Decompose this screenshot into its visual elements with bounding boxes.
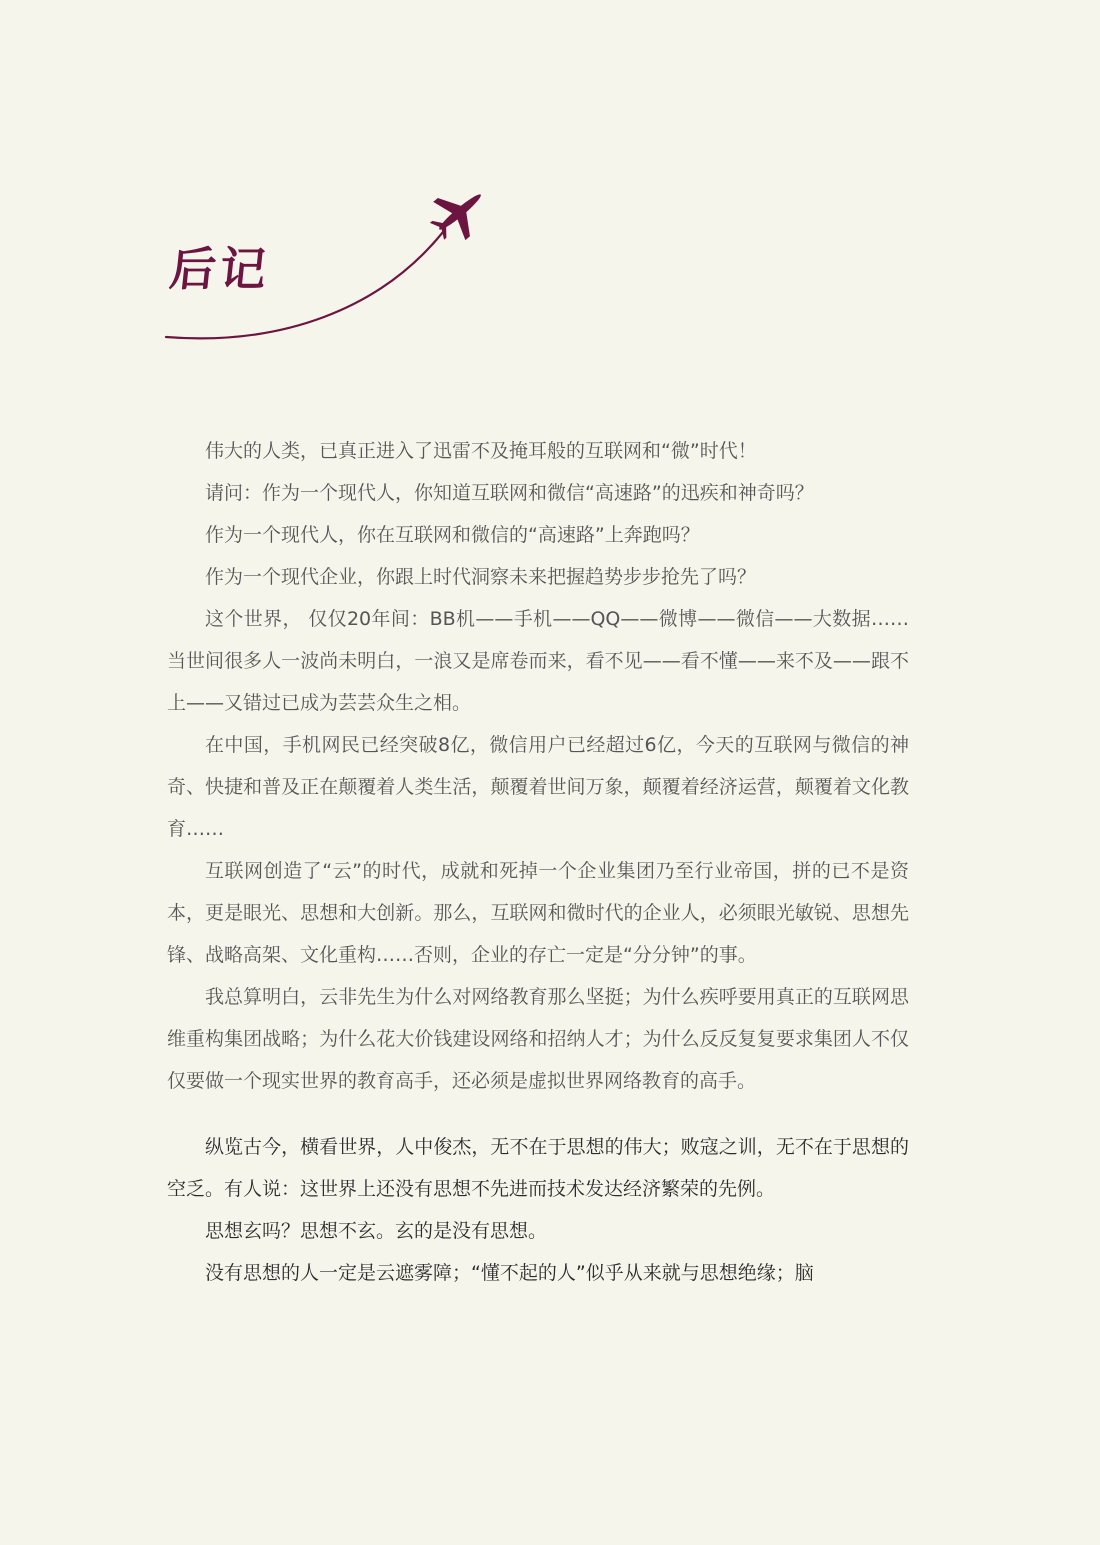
paragraph: 没有思想的人一定是云遮雾障；“懂不起的人”似乎从来就与思想绝缘；脑	[205, 1262, 814, 1284]
page-title: 后记	[167, 242, 273, 296]
section-divider	[167, 1102, 909, 1126]
paragraph: 我总算明白，云非先生为什么对网络教育那么坚挺；为什么疾呼要用真正的互联网思维重构集团战略；为什么花大价钱建设网络和招纳人才；为什么反反复复要求集团人不仅仅要做一个现实世界的教育高手，还必须是虚拟世界网络教育的高手。	[167, 986, 909, 1092]
paragraph: 请问：作为一个现代人，你知道互联网和微信“高速路”的迅疾和神奇吗？	[205, 482, 814, 504]
airplane-icon	[421, 180, 497, 250]
section-thought	[167, 1126, 909, 1294]
paragraph: 思想玄吗？思想不玄。玄的是没有思想。	[205, 1220, 548, 1242]
paragraph: 这个世界， 仅仅20年间：BB机——手机——QQ——微博——微信——大数据……当世间很多人一波尚未明白，一浪又是席卷而来，看不见——看不懂——来不及——跟不上——又错过已成为芸芸众生之相。	[167, 608, 909, 714]
paragraph: 作为一个现代企业，你跟上时代洞察未来把握趋势步步抢先了吗？	[205, 566, 757, 588]
paragraph: 伟大的人类，已真正进入了迅雷不及掩耳般的互联网和“微”时代！	[205, 440, 757, 462]
section-intro	[167, 430, 909, 1102]
paragraph: 作为一个现代人，你在互联网和微信的“高速路”上奔跑吗？	[205, 524, 700, 546]
paragraph: 纵览古今，横看世界，人中俊杰，无不在于思想的伟大；败寇之训，无不在于思想的空乏。有人说：这世界上还没有思想不先进而技术发达经济繁荣的先例。	[167, 1136, 909, 1200]
article-body	[167, 430, 909, 1294]
paragraph: 在中国，手机网民已经突破8亿，微信用户已经超过6亿，今天的互联网与微信的神奇、快捷和普及正在颠覆着人类生活，颠覆着世间万象，颠覆着经济运营，颠覆着文化教育……	[167, 734, 909, 840]
paragraph: 互联网创造了“云”的时代，成就和死掉一个企业集团乃至行业帝国，拼的已不是资本，更是眼光、思想和大创新。那么，互联网和微时代的企业人，必须眼光敏锐、思想先锋、战略高架、文化重构……否则，企业的存亡一定是“分分钟”的事。	[167, 860, 909, 966]
chapter-header	[160, 180, 500, 350]
